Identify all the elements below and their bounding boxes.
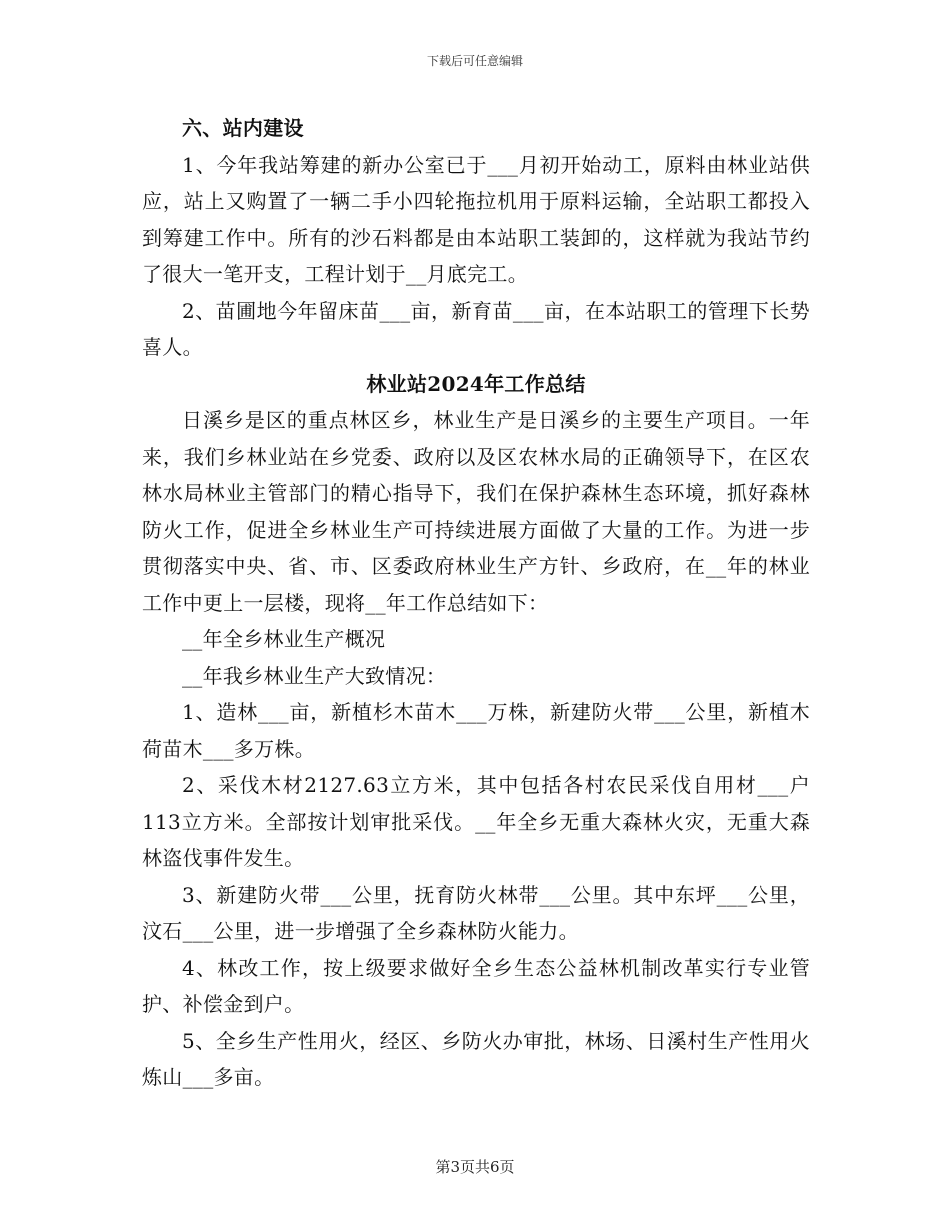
paragraph-forest-reform: 4、林改工作，按上级要求做好全乡生态公益林机制改革实行专业管护、补偿金到户。: [142, 955, 810, 1016]
paragraph-overview-subheading: __年我乡林业生产大致情况：: [182, 663, 447, 688]
paragraph-logging: 2、采伐木材2127.63立方米，其中包括各村农民采伐自用材___户113立方米。全部按计划审批采伐。__年全乡无重大森林火灾，无重大森林盗伐事件发生。: [142, 773, 810, 870]
paragraph-firebreak: 3、新建防火带___公里，抚育防火林带___公里。其中东坪___公里，汶石___公里，进一步增强了全乡森林防火能力。: [142, 882, 810, 943]
paragraph-afforestation: 1、造林___亩，新植杉木苗木___万株，新建防火带___公里，新植木荷苗木___多万株。: [142, 700, 810, 761]
paragraph-nursery: 2、苗圃地今年留床苗___亩，新育苗___亩，在本站职工的管理下长势喜人。: [142, 298, 810, 359]
paragraph-fire-use: 5、全乡生产性用火，经区、乡防火办审批，林场、日溪村生产性用火炼山___多亩。: [142, 1028, 810, 1089]
paragraph-intro: 日溪乡是区的重点林区乡，林业生产是日溪乡的主要生产项目。一年来，我们乡林业站在乡党委、政府以及区农林水局的正确领导下，在区农林水局林业主管部门的精心指导下，我们在保护森林生态环境，抓好森林防火工作，促进全乡林业生产可持续进展方面做了大量的工作。为进一步贯彻落实中央、省、市、区委政府林业生产方针、乡政府，在__年的林业工作中更上一层楼，现将__年工作总结如下：: [142, 408, 810, 615]
page-header: 下载后可任意编辑: [426, 54, 523, 68]
document-body: [142, 110, 810, 1096]
section-heading: 六、站内建设: [182, 116, 304, 140]
paragraph-office-construction: 1、今年我站筹建的新办公室已于___月初开始动工，原料由林业站供应，站上又购置了一辆二手小四轮拖拉机用于原料运输，全站职工都投入到筹建工作中。所有的沙石料都是由本站职工装卸的，这样就为我站节约了很大一笔开支，工程计划于__月底完工。: [142, 152, 810, 286]
document-title: 林业站2024年工作总结: [366, 371, 586, 396]
page-number: 第3页共6页: [435, 1158, 515, 1176]
paragraph-overview-heading: __年全乡林业生产概况: [182, 627, 386, 651]
